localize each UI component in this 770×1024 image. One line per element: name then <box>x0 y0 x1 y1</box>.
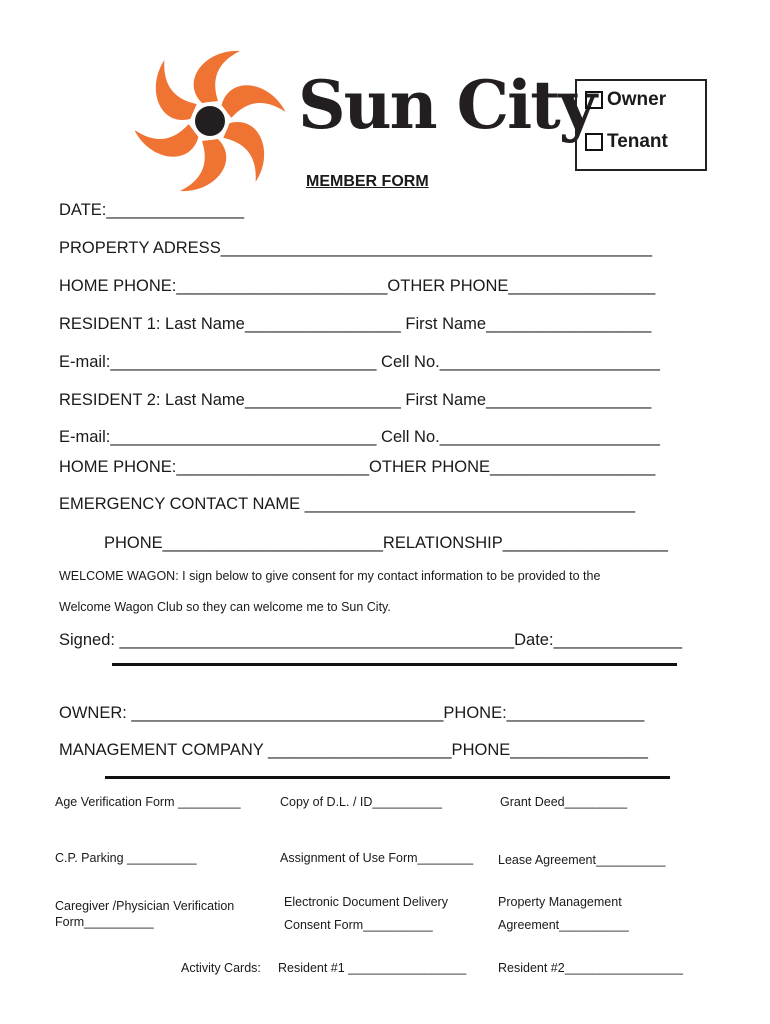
brand-name: Sun City <box>298 66 596 144</box>
emergency-contact-field[interactable]: EMERGENCY CONTACT NAME ____________________________________ <box>59 495 636 513</box>
owner-field[interactable]: OWNER: __________________________________PHONE:_______________ <box>59 704 645 722</box>
management-company-field[interactable]: MANAGEMENT COMPANY ____________________PHONE_______________ <box>59 741 648 759</box>
electronic-delivery-line1[interactable]: Electronic Document Delivery <box>284 895 448 909</box>
form-title: MEMBER FORM <box>306 173 429 190</box>
sun-city-logo <box>135 44 285 194</box>
welcome-wagon-text-1: WELCOME WAGON: I sign below to give consent for my contact information to be provided to the <box>59 569 601 583</box>
home-phone-field-2[interactable]: HOME PHONE:_____________________OTHER PHONE__________________ <box>59 458 656 476</box>
owner-label: Owner <box>607 89 667 110</box>
lease-agreement-item[interactable]: Lease Agreement__________ <box>498 853 666 867</box>
resident1-email-field[interactable]: E-mail:_____________________________ Cell No.________________________ <box>59 353 660 371</box>
resident1-name-field[interactable]: RESIDENT 1: Last Name_________________ First Name__________________ <box>59 315 652 333</box>
home-phone-field-1[interactable]: HOME PHONE:_______________________OTHER PHONE________________ <box>59 277 656 295</box>
resident2-name-field[interactable]: RESIDENT 2: Last Name_________________ First Name__________________ <box>59 391 652 409</box>
cp-parking-item[interactable]: C.P. Parking __________ <box>55 851 197 865</box>
activity-cards-label: Activity Cards: <box>181 961 261 975</box>
activity-resident2-field[interactable]: Resident #2_________________ <box>498 961 683 975</box>
divider-1 <box>112 663 677 666</box>
sun-swirl-icon <box>135 44 285 194</box>
signed-field[interactable]: Signed: ___________________________________________Date:______________ <box>59 631 683 649</box>
tenant-label: Tenant <box>607 131 668 152</box>
property-management-line2[interactable]: Agreement__________ <box>498 918 629 932</box>
property-management-line1[interactable]: Property Management <box>498 895 622 909</box>
age-verification-item[interactable]: Age Verification Form _________ <box>55 795 241 809</box>
electronic-delivery-line2[interactable]: Consent Form__________ <box>284 918 433 932</box>
activity-resident1-field[interactable]: Resident #1 _________________ <box>278 961 467 975</box>
assignment-item[interactable]: Assignment of Use Form________ <box>280 851 474 865</box>
owner-tenant-box <box>575 79 707 171</box>
property-address-field[interactable]: PROPERTY ADRESS_______________________________________________ <box>59 239 652 257</box>
caregiver-item-line2[interactable]: Form__________ <box>55 915 154 929</box>
grant-deed-item[interactable]: Grant Deed_________ <box>500 795 628 809</box>
copy-dl-item[interactable]: Copy of D.L. / ID__________ <box>280 795 442 809</box>
resident2-email-field[interactable]: E-mail:_____________________________ Cell No.________________________ <box>59 428 660 446</box>
date-field[interactable]: DATE:_______________ <box>59 201 245 219</box>
divider-2 <box>105 776 670 779</box>
tenant-checkbox[interactable] <box>585 133 603 151</box>
welcome-wagon-text-2: Welcome Wagon Club so they can welcome me to Sun City. <box>59 600 391 614</box>
emergency-phone-field[interactable]: PHONE________________________RELATIONSHIP__________________ <box>104 534 668 552</box>
owner-checkbox[interactable] <box>585 91 603 109</box>
caregiver-item-line1[interactable]: Caregiver /Physician Verification <box>55 899 235 913</box>
